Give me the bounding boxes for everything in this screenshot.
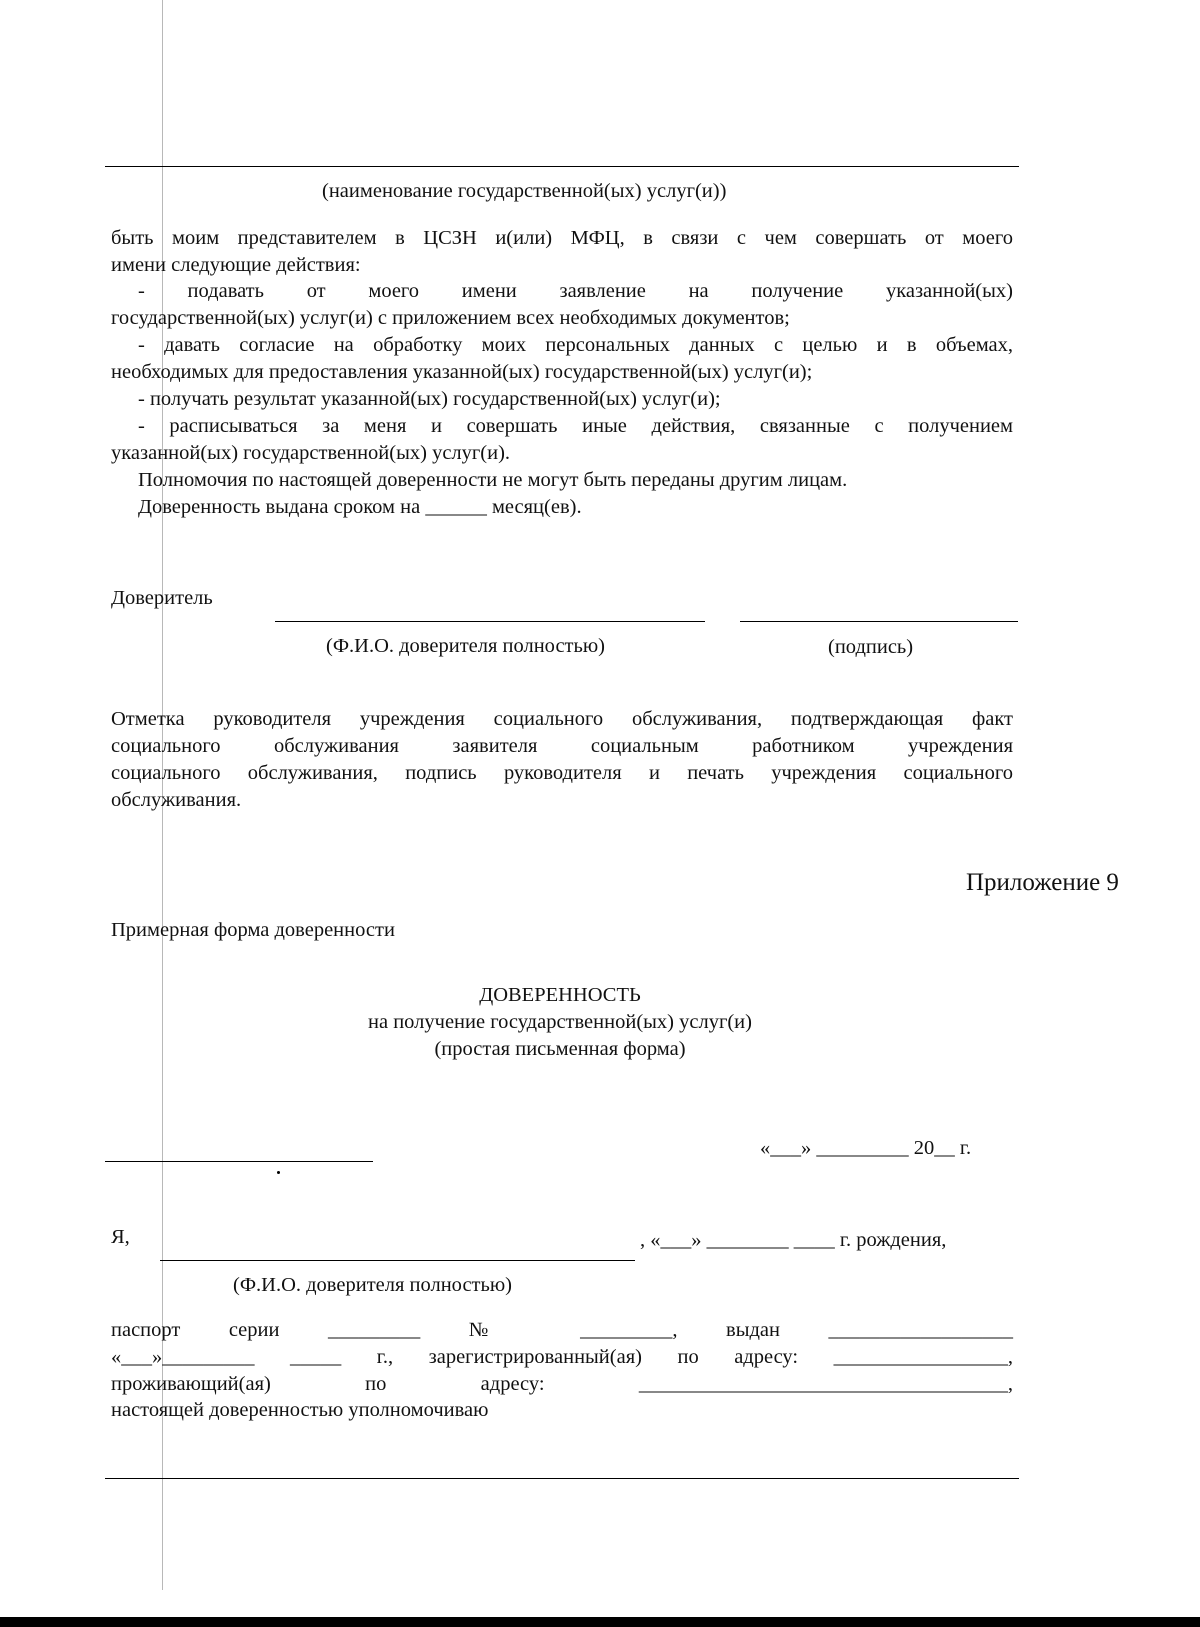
authorize-line: настоящей доверенностью уполномочиваю xyxy=(111,1399,489,1421)
identity-fio-line xyxy=(160,1260,635,1261)
residing-line: проживающий(ая) по адресу: ____________________________________, xyxy=(111,1373,1013,1395)
service-caption: (наименование государственной(ых) услуг(и)) xyxy=(322,180,727,202)
document-form-type: (простая письменная форма) xyxy=(434,1038,686,1060)
fio-line xyxy=(275,621,705,622)
item-3: - получать результат указанной(ых) государственной(ых) услуг(и); xyxy=(138,388,721,410)
issued-line: «___»_________ _____ г., зарегистрированный(ая) по адресу: _________________, xyxy=(111,1346,1013,1368)
principal-label: Доверитель xyxy=(111,587,213,609)
signature-caption: (подпись) xyxy=(828,636,914,658)
item-2-line-2: необходимых для предоставления указанной(ых) государственной(ых) услуг(и); xyxy=(111,361,813,383)
item-4-line-1: - расписываться за меня и совершать иные действия, связанные с получением xyxy=(138,415,1013,437)
head-note-line-1: Отметка руководителя учреждения социального обслуживания, подтверждающая факт xyxy=(111,708,1013,730)
form-note: Примерная форма доверенности xyxy=(111,919,395,941)
scan-dot xyxy=(277,1171,280,1174)
representative-line xyxy=(105,1478,1019,1479)
document-subtitle: на получение государственной(ых) услуг(и) xyxy=(368,1011,752,1033)
item-1-line-2: государственной(ых) услуг(и) с приложением всех необходимых документов; xyxy=(111,307,790,329)
head-note-line-2: социального обслуживания заявителя социальным работником учреждения xyxy=(111,735,1013,757)
place-line xyxy=(105,1161,373,1162)
item-4-line-2: указанной(ых) государственной(ых) услуг(и). xyxy=(111,442,511,464)
item-2-line-1: - давать согласие на обработку моих персональных данных с целью и в объемах, xyxy=(138,334,1013,356)
date-line: «___» _________ 20__ г. xyxy=(760,1137,972,1159)
birth-line: , «___» ________ ____ г. рождения, xyxy=(640,1229,947,1251)
signature-line xyxy=(740,621,1018,622)
item-1-line-1: - подавать от моего имени заявление на получение указанной(ых) xyxy=(138,280,1013,302)
identity-fio-caption: (Ф.И.О. доверителя полностью) xyxy=(233,1274,512,1296)
scan-bottom-edge xyxy=(0,1617,1200,1627)
term-note: Доверенность выдана сроком на ______ месяц(ев). xyxy=(138,496,582,518)
paragraph-line-1: быть моим представителем в ЦСЗН и(или) МФЦ, в связи с чем совершать от моего xyxy=(111,227,1013,249)
service-name-line xyxy=(105,166,1019,167)
paragraph-line-2: имени следующие действия: xyxy=(111,254,361,276)
i-label: Я, xyxy=(111,1226,130,1248)
fio-caption: (Ф.И.О. доверителя полностью) xyxy=(326,635,605,657)
document-title: ДОВЕРЕННОСТЬ xyxy=(479,984,641,1006)
head-note-line-3: социального обслуживания, подпись руководителя и печать учреждения социального xyxy=(111,762,1013,784)
head-note-line-4: обслуживания. xyxy=(111,789,242,811)
appendix-label: Приложение 9 xyxy=(966,869,1119,896)
powers-note: Полномочия по настоящей доверенности не могут быть переданы другим лицам. xyxy=(138,469,848,491)
passport-line: паспорт серии _________ № _________, выдан __________________ xyxy=(111,1319,1013,1341)
